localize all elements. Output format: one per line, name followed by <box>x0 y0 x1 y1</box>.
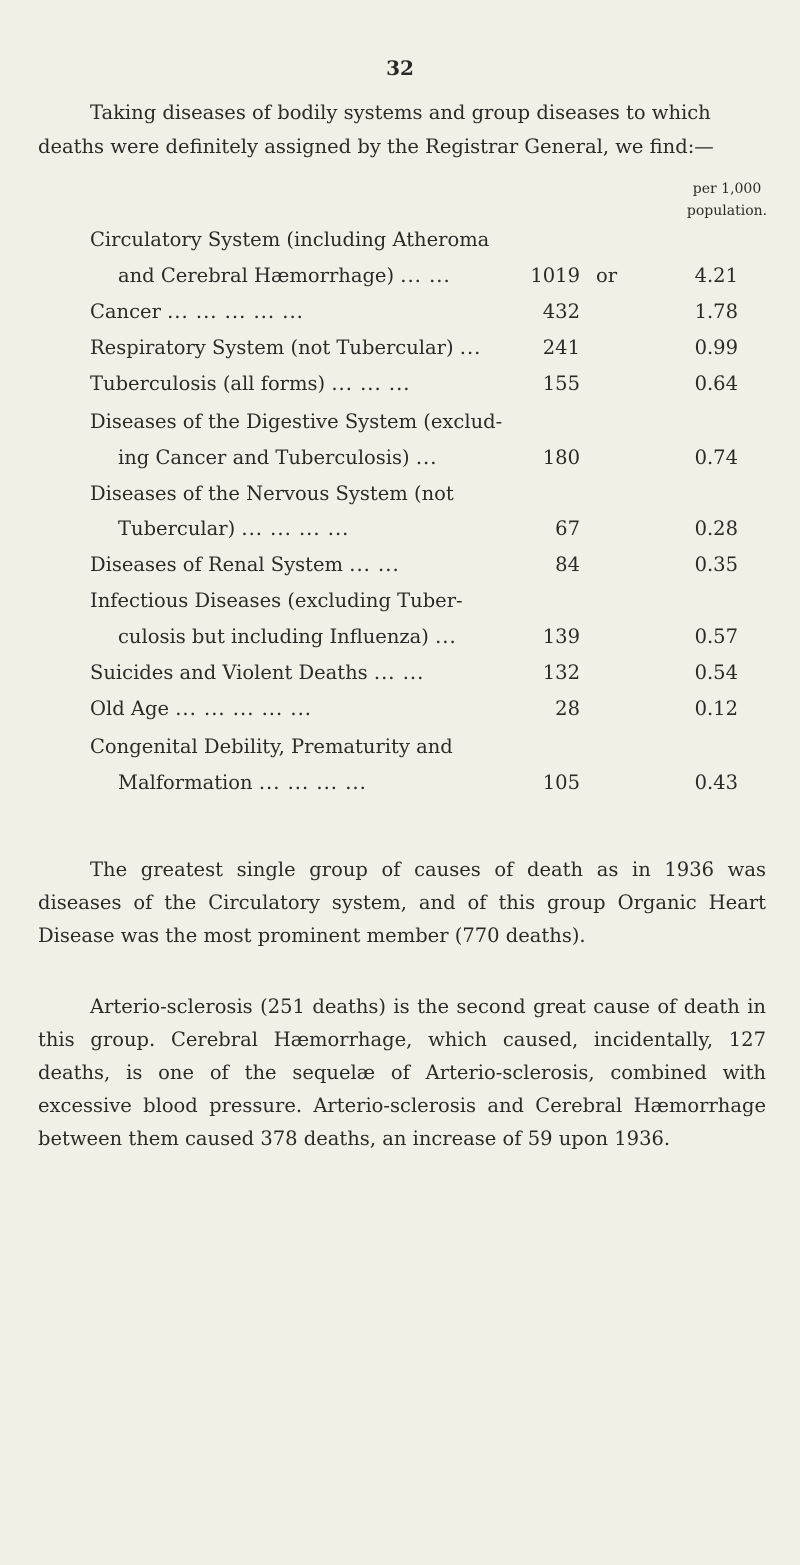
table-row-label <box>0 735 800 769</box>
leader-dots: ... <box>459 336 482 359</box>
leader-dots: ... ... ... ... ... <box>167 300 304 323</box>
label-text: and Cerebral Hæmorrhage) <box>118 264 395 287</box>
row-label <box>90 372 411 395</box>
leader-dots: ... ... <box>373 661 425 684</box>
table-row <box>0 661 800 695</box>
table-row <box>0 553 800 587</box>
row-label-line1: Diseases of the Digestive System (exclud- <box>90 410 503 433</box>
row-label-line1: Infectious Diseases (excluding Tuber- <box>90 589 463 612</box>
row-label <box>90 697 312 720</box>
rate-value: 0.43 <box>694 771 738 794</box>
deaths-value: 105 <box>542 771 580 794</box>
leader-dots: ... ... ... <box>331 372 411 395</box>
row-label <box>90 661 424 684</box>
body-paragraph: Arterio-sclerosis (251 deaths) is the second great cause of death in this group. Cerebral Hæmorrhage, which caused, incidentally, 127 deaths, is one of the sequelæ of Arterio-sclerosis, combined with excessive blood pressure. Arterio-sclerosis and Cerebral Hæmorrhage between them caused 378 deaths, an increase of 59 upon 1936. <box>38 995 766 1150</box>
table-row <box>0 446 800 480</box>
table-row-label <box>0 410 800 444</box>
table-row-label <box>0 228 800 262</box>
rate-value: 4.21 <box>694 264 738 287</box>
row-label-line1: Diseases of the Nervous System (not <box>90 482 454 505</box>
page-number: 32 <box>386 56 414 80</box>
label-text: Diseases of Renal System <box>90 553 344 576</box>
rate-value: 0.99 <box>694 336 738 359</box>
table-row <box>0 372 800 406</box>
deaths-value: 155 <box>542 372 580 395</box>
rate-value: 0.35 <box>694 553 738 576</box>
deaths-value: 67 <box>555 517 580 540</box>
label-text: Tuberculosis (all forms) <box>90 372 326 395</box>
rate-header-line1: per 1,000 <box>692 181 762 197</box>
deaths-value: 139 <box>542 625 580 648</box>
table-row <box>0 771 800 805</box>
leader-dots: ... <box>435 625 457 648</box>
row-label-line2 <box>118 625 457 648</box>
rate-value: 0.28 <box>694 517 738 540</box>
body-paragraph: The greatest single group of causes of death as in 1936 was diseases of the Circulatory system, and of this group Organic Heart Disease was the most prominent member (770 deaths). <box>38 858 766 947</box>
rate-value: 0.54 <box>694 661 738 684</box>
table-row <box>0 517 800 551</box>
row-label-line2 <box>118 446 437 469</box>
table-row <box>0 697 800 731</box>
rate-value: 0.12 <box>694 697 738 720</box>
rate-value: 0.64 <box>694 372 738 395</box>
rate-column-header <box>682 178 772 222</box>
label-text: culosis but including Influenza) <box>118 625 429 648</box>
rate-value: 1.78 <box>694 300 738 323</box>
table-row <box>0 264 800 298</box>
label-text: ing Cancer and Tuberculosis) <box>118 446 410 469</box>
label-text: Old Age <box>90 697 170 720</box>
intro-paragraph: Taking diseases of bodily systems and group diseases to which deaths were definitely assigned by the Registrar General, we find:— <box>38 101 714 158</box>
leader-dots: ... ... ... ... ... <box>175 697 312 720</box>
row-label-line1: Circulatory System (including Atheroma <box>90 228 490 251</box>
leader-dots: ... ... ... ... <box>258 771 367 794</box>
leader-dots: ... ... ... ... <box>241 517 350 540</box>
row-label-line2 <box>118 771 367 794</box>
table-row-label <box>0 589 800 623</box>
row-label <box>90 336 481 359</box>
leader-dots: ... ... <box>400 264 451 287</box>
rate-header-line2: population. <box>686 203 768 219</box>
deaths-value: 84 <box>555 553 580 576</box>
deaths-value: 241 <box>542 336 580 359</box>
label-text: Suicides and Violent Deaths <box>90 661 368 684</box>
label-text: Malformation <box>118 771 253 794</box>
leader-dots: ... <box>415 446 438 469</box>
table-row <box>0 300 800 334</box>
row-label <box>90 300 304 323</box>
label-text: Tubercular) <box>118 517 236 540</box>
rate-value: 0.57 <box>694 625 738 648</box>
deaths-value: 28 <box>555 697 580 720</box>
row-label <box>90 553 400 576</box>
rate-value: 0.74 <box>694 446 738 469</box>
deaths-value: 180 <box>542 446 580 469</box>
deaths-value: 1019 <box>530 264 580 287</box>
table-row-label <box>0 482 800 516</box>
label-text: Respiratory System (not Tubercular) <box>90 336 454 359</box>
deaths-value: 432 <box>542 300 580 323</box>
leader-dots: ... ... <box>349 553 400 576</box>
table-row <box>0 625 800 659</box>
table-row <box>0 336 800 370</box>
deaths-value: 132 <box>542 661 580 684</box>
row-label-line2 <box>118 264 451 287</box>
conjunction: or <box>596 264 618 287</box>
row-label-line2 <box>118 517 349 540</box>
row-label-line1: Congenital Debility, Prematurity and <box>90 735 453 758</box>
label-text: Cancer <box>90 300 161 323</box>
